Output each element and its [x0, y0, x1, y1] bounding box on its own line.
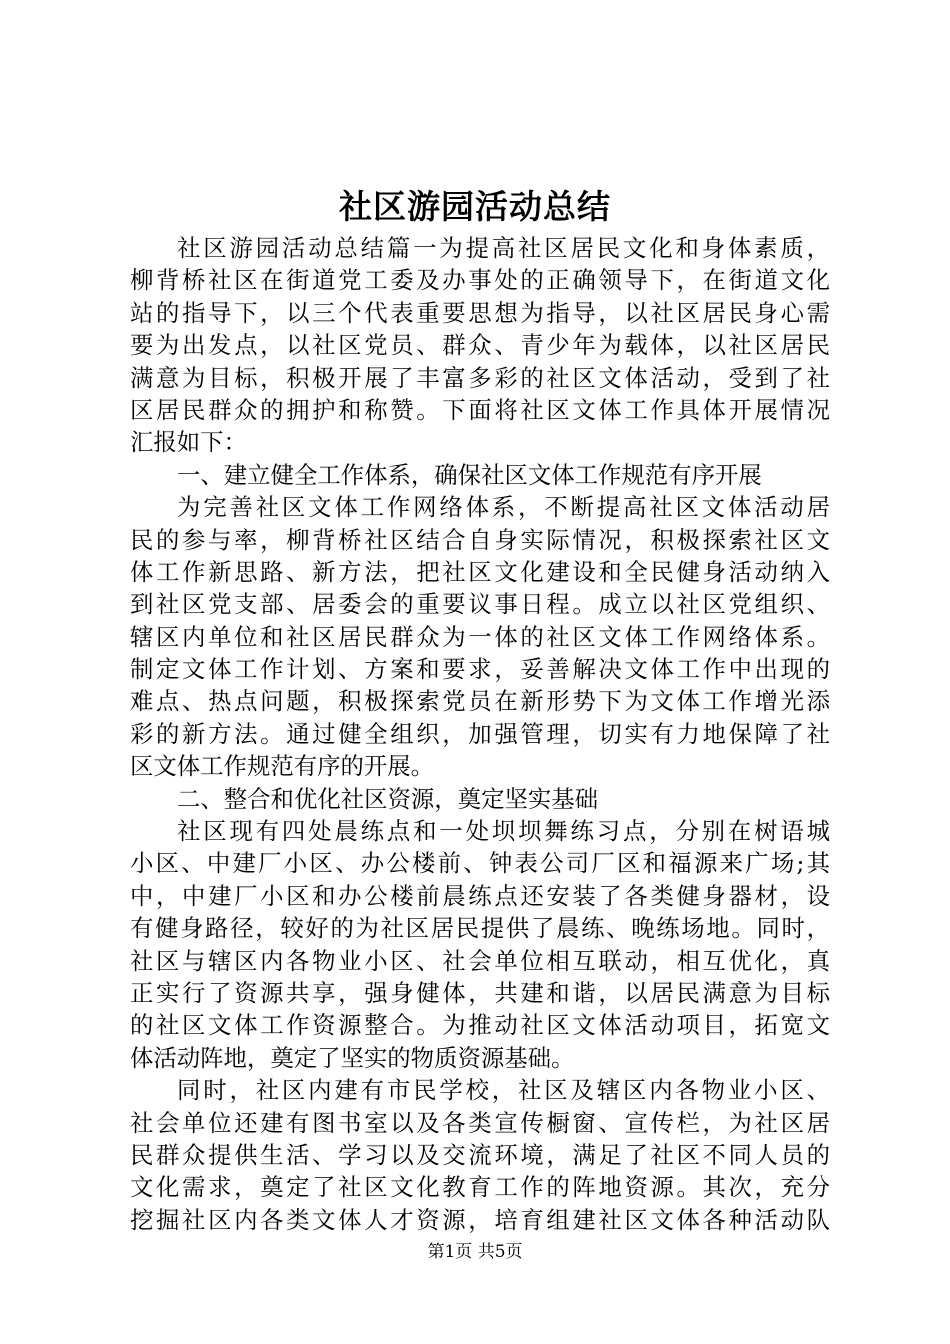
- text-line: 站的指导下，以三个代表重要思想为指导，以社区居民身心需: [130, 298, 830, 327]
- text-line: 有健身路径，较好的为社区居民提供了晨练、晚练场地。同时，: [130, 914, 830, 943]
- text-line: 的社区文体工作资源整合。为推动社区文体活动项目，拓宽文: [130, 1011, 830, 1040]
- page-footer: 第1页 共5页: [427, 1242, 523, 1262]
- text-line: 要为出发点，以社区党员、群众、青少年为载体，以社区居民: [130, 331, 830, 360]
- text-line: 为完善社区文体工作网络体系，不断提高社区文体活动居: [177, 493, 830, 522]
- text-line: 汇报如下：: [130, 428, 247, 457]
- text-line: 正实行了资源共享，强身健体，共建和谐，以居民满意为目标: [130, 978, 830, 1007]
- text-line: 区居民群众的拥护和称赞。下面将社区文体工作具体开展情况: [130, 395, 830, 424]
- text-line: 体活动阵地，奠定了坚实的物质资源基础。: [130, 1043, 575, 1072]
- text-line: 民群众提供生活、学习以及交流环境，满足了社区不同人员的: [130, 1140, 830, 1169]
- text-line: 文化需求，奠定了社区文化教育工作的阵地资源。其次，充分: [130, 1173, 830, 1202]
- text-line: 彩的新方法。通过健全组织，加强管理，切实有力地保障了社: [130, 719, 830, 748]
- text-line: 社会单位还建有图书室以及各类宣传橱窗、宣传栏，为社区居: [130, 1108, 830, 1137]
- text-line: 体工作新思路、新方法，把社区文化建设和全民健身活动纳入: [130, 557, 830, 586]
- text-line: 社区与辖区内各物业小区、社会单位相互联动，相互优化，真: [130, 946, 830, 975]
- text-line: 一、建立健全工作体系，确保社区文体工作规范有序开展: [177, 460, 762, 489]
- text-line: 小区、中建厂小区、办公楼前、钟表公司厂区和福源来广场;其: [130, 849, 830, 878]
- text-line: 社区游园活动总结篇一为提高社区居民文化和身体素质，: [177, 234, 830, 262]
- text-line: 二、整合和优化社区资源，奠定坚实基础: [177, 784, 599, 813]
- document-body: [130, 232, 830, 1236]
- text-line: 辖区内单位和社区居民群众为一体的社区文体工作网络体系。: [130, 622, 830, 651]
- text-line: 区文体工作规范有序的开展。: [130, 752, 435, 781]
- text-line: 制定文体工作计划、方案和要求，妥善解决文体工作中出现的: [130, 655, 830, 684]
- text-line: 柳背桥社区在街道党工委及办事处的正确领导下，在街道文化: [130, 266, 830, 295]
- text-line: 到社区党支部、居委会的重要议事日程。成立以社区党组织、: [130, 590, 830, 619]
- text-line: 民的参与率，柳背桥社区结合自身实际情况，积极探索社区文: [130, 525, 830, 554]
- document-title: 社区游园活动总结: [339, 187, 611, 226]
- text-line: 难点、热点问题，积极探索党员在新形势下为文体工作增光添: [130, 687, 830, 716]
- text-line: 社区现有四处晨练点和一处坝坝舞练习点，分别在树语城: [177, 817, 830, 846]
- text-line: 挖掘社区内各类文体人才资源，培育组建社区文体各种活动队: [130, 1205, 830, 1234]
- text-line: 满意为目标，积极开展了丰富多彩的社区文体活动，受到了社: [130, 363, 830, 392]
- text-line: 中，中建厂小区和办公楼前晨练点还安装了各类健身器材，设: [130, 881, 830, 910]
- text-line: 同时，社区内建有市民学校，社区及辖区内各物业小区、: [177, 1076, 830, 1105]
